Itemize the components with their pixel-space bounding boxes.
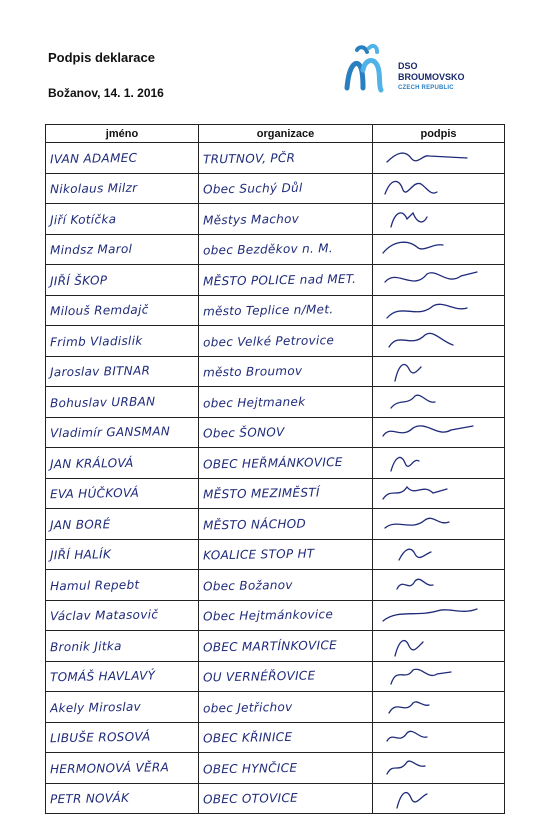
signature-cell <box>373 722 505 753</box>
signer-name: Milouš Remdajč <box>49 302 149 319</box>
logo-mark-icon <box>343 44 395 100</box>
organization-cell <box>199 783 373 814</box>
organization-cell <box>199 143 373 174</box>
organization-cell <box>199 753 373 784</box>
organization-cell <box>199 661 373 692</box>
name-cell <box>46 509 199 540</box>
dso-broumovsko-logo <box>343 44 503 104</box>
signature-cell <box>373 295 505 326</box>
signature-cell <box>373 417 505 448</box>
handwritten-signature <box>373 357 503 385</box>
table-row <box>46 234 505 265</box>
organization-cell <box>199 570 373 601</box>
signature-cell <box>373 753 505 784</box>
organization-cell <box>199 234 373 265</box>
name-cell <box>46 661 199 692</box>
signer-organization: MĚSTO NÁCHOD <box>202 516 307 533</box>
name-cell <box>46 204 199 235</box>
signer-name: JIŘÍ ŠKOP <box>49 273 108 289</box>
organization-cell <box>199 265 373 296</box>
handwritten-signature <box>373 479 503 507</box>
signer-organization: OBEC KŘINICE <box>202 730 293 746</box>
signature-cell <box>373 570 505 601</box>
signer-organization: Obec ŠONOV <box>202 425 285 441</box>
signer-name: Mindsz Marol <box>49 242 133 258</box>
handwritten-signature <box>373 662 503 690</box>
signature-cell <box>373 356 505 387</box>
signer-name: Václav Matasovič <box>49 607 159 624</box>
handwritten-signature <box>373 266 503 294</box>
signer-organization: MĚSTO POLICE nad MET. <box>202 271 357 289</box>
signer-organization: Obec Hejtmánkovice <box>202 607 334 624</box>
handwritten-signature <box>373 510 503 538</box>
signer-organization: obec Velké Petrovice <box>202 332 335 350</box>
signature-cell <box>373 600 505 631</box>
logo-line-dso: DSO <box>398 61 418 71</box>
organization-cell <box>199 722 373 753</box>
handwritten-signature <box>373 449 503 477</box>
signer-organization: město Teplice n/Met. <box>202 302 334 319</box>
handwritten-signature <box>373 632 503 660</box>
table-row <box>46 204 505 235</box>
organization-cell <box>199 387 373 418</box>
signer-organization: KOALICE STOP HT <box>202 546 315 563</box>
organization-cell <box>199 600 373 631</box>
logo-line-broumovsko: BROUMOVSKO <box>398 72 465 82</box>
table-row <box>46 173 505 204</box>
table-row <box>46 570 505 601</box>
name-cell <box>46 265 199 296</box>
organization-cell <box>199 478 373 509</box>
signer-name: HERMONOVÁ VĚRA <box>49 759 170 777</box>
table-row <box>46 143 505 174</box>
signature-cell <box>373 539 505 570</box>
table-row <box>46 753 505 784</box>
handwritten-signature <box>373 418 503 446</box>
signer-organization: Obec Suchý Důl <box>202 180 303 197</box>
signer-organization: OBEC MARTÍNKOVICE <box>202 637 338 655</box>
name-cell <box>46 234 199 265</box>
table-row <box>46 509 505 540</box>
signature-cell <box>373 631 505 662</box>
signer-name: Hamul Repebt <box>49 577 140 594</box>
signer-name: Jiří Kotíčka <box>49 211 117 228</box>
signer-name: Bohuslav URBAN <box>49 394 156 411</box>
organization-cell <box>199 448 373 479</box>
name-cell <box>46 387 199 418</box>
document-title: Podpis deklarace <box>48 50 155 65</box>
name-cell <box>46 692 199 723</box>
signer-organization: obec Hejtmanek <box>202 394 306 411</box>
signer-name: IVAN ADAMEC <box>49 150 138 167</box>
handwritten-signature <box>373 693 503 721</box>
place-and-date: Božanov, 14. 1. 2016 <box>48 86 164 100</box>
signature-rows <box>46 143 505 814</box>
name-cell <box>46 600 199 631</box>
signer-name: TOMÁŠ HAVLAVÝ <box>49 668 156 685</box>
table-row <box>46 448 505 479</box>
signer-name: PETR NOVÁK <box>49 791 130 807</box>
signer-organization: OBEC HYNČICE <box>202 760 298 777</box>
organization-cell <box>199 631 373 662</box>
table-row <box>46 600 505 631</box>
table-row <box>46 295 505 326</box>
signer-organization: OBEC HEŘMÁNKOVICE <box>202 454 343 472</box>
signer-name: Frimb Vladislik <box>49 333 143 350</box>
organization-cell <box>199 417 373 448</box>
handwritten-signature <box>373 235 503 263</box>
signature-cell <box>373 234 505 265</box>
name-cell <box>46 295 199 326</box>
handwritten-signature <box>373 144 503 172</box>
table-row <box>46 539 505 570</box>
signature-cell <box>373 326 505 357</box>
name-cell <box>46 356 199 387</box>
handwritten-signature <box>373 601 503 629</box>
name-cell <box>46 539 199 570</box>
name-cell <box>46 417 199 448</box>
table-header-row <box>46 125 505 143</box>
signer-name: Akely Miroslav <box>49 699 142 716</box>
logo-line-country: CZECH REPUBLIC <box>398 85 454 91</box>
header-organization: organizace <box>199 125 373 143</box>
handwritten-signature <box>373 205 503 233</box>
name-cell <box>46 783 199 814</box>
handwritten-signature <box>373 540 503 568</box>
signature-cell <box>373 173 505 204</box>
table-row <box>46 387 505 418</box>
signature-cell <box>373 387 505 418</box>
table-row <box>46 417 505 448</box>
table-row <box>46 631 505 662</box>
signature-cell <box>373 265 505 296</box>
signature-cell <box>373 509 505 540</box>
handwritten-signature <box>373 174 503 202</box>
signer-name: Jaroslav BITNAR <box>49 363 151 380</box>
table-row <box>46 661 505 692</box>
signer-name: LIBUŠE ROSOVÁ <box>49 729 151 746</box>
organization-cell <box>199 295 373 326</box>
organization-cell <box>199 509 373 540</box>
signer-name: Bronik Jitka <box>49 638 122 655</box>
table-row <box>46 722 505 753</box>
signer-organization: obec Bezděkov n. M. <box>202 241 334 258</box>
organization-cell <box>199 326 373 357</box>
signer-name: Nikolaus Milzr <box>49 180 138 197</box>
name-cell <box>46 448 199 479</box>
signature-cell <box>373 783 505 814</box>
table-row <box>46 356 505 387</box>
handwritten-signature <box>373 784 503 812</box>
organization-cell <box>199 356 373 387</box>
signer-name: JAN KRÁLOVÁ <box>49 455 134 472</box>
organization-cell <box>199 539 373 570</box>
name-cell <box>46 143 199 174</box>
table-row <box>46 783 505 814</box>
name-cell <box>46 326 199 357</box>
handwritten-signature <box>373 327 503 355</box>
handwritten-signature <box>373 754 503 782</box>
name-cell <box>46 753 199 784</box>
signer-name: EVA HÚČKOVÁ <box>49 485 140 502</box>
header-name: jméno <box>46 125 199 143</box>
signature-cell <box>373 204 505 235</box>
signer-organization: OU VERNÉŘOVICE <box>202 668 316 685</box>
signer-organization: MĚSTO MEZIMĚSTÍ <box>202 485 320 502</box>
header-signature: podpis <box>373 125 505 143</box>
signer-organization: obec Jetřichov <box>202 699 293 716</box>
signature-table <box>45 124 505 814</box>
table-row <box>46 265 505 296</box>
signer-name: JIŘÍ HALÍK <box>49 547 112 563</box>
table-row <box>46 478 505 509</box>
signature-cell <box>373 692 505 723</box>
handwritten-signature <box>373 723 503 751</box>
handwritten-signature <box>373 388 503 416</box>
handwritten-signature <box>373 571 503 599</box>
signer-organization: OBEC OTOVICE <box>202 791 299 807</box>
name-cell <box>46 631 199 662</box>
organization-cell <box>199 204 373 235</box>
signer-name: Vladimír GANSMAN <box>49 424 171 441</box>
name-cell <box>46 173 199 204</box>
table-row <box>46 326 505 357</box>
name-cell <box>46 722 199 753</box>
name-cell <box>46 478 199 509</box>
signature-cell <box>373 661 505 692</box>
signature-cell <box>373 448 505 479</box>
table-row <box>46 692 505 723</box>
name-cell <box>46 570 199 601</box>
organization-cell <box>199 173 373 204</box>
signer-organization: město Broumov <box>202 363 303 380</box>
signer-organization: Městys Machov <box>202 211 300 228</box>
signer-organization: Obec Božanov <box>202 577 293 594</box>
organization-cell <box>199 692 373 723</box>
signer-name: JAN BORÉ <box>49 516 111 533</box>
handwritten-signature <box>373 296 503 324</box>
signature-cell <box>373 143 505 174</box>
signer-organization: TRUTNOV, PČR <box>202 150 296 167</box>
signature-cell <box>373 478 505 509</box>
